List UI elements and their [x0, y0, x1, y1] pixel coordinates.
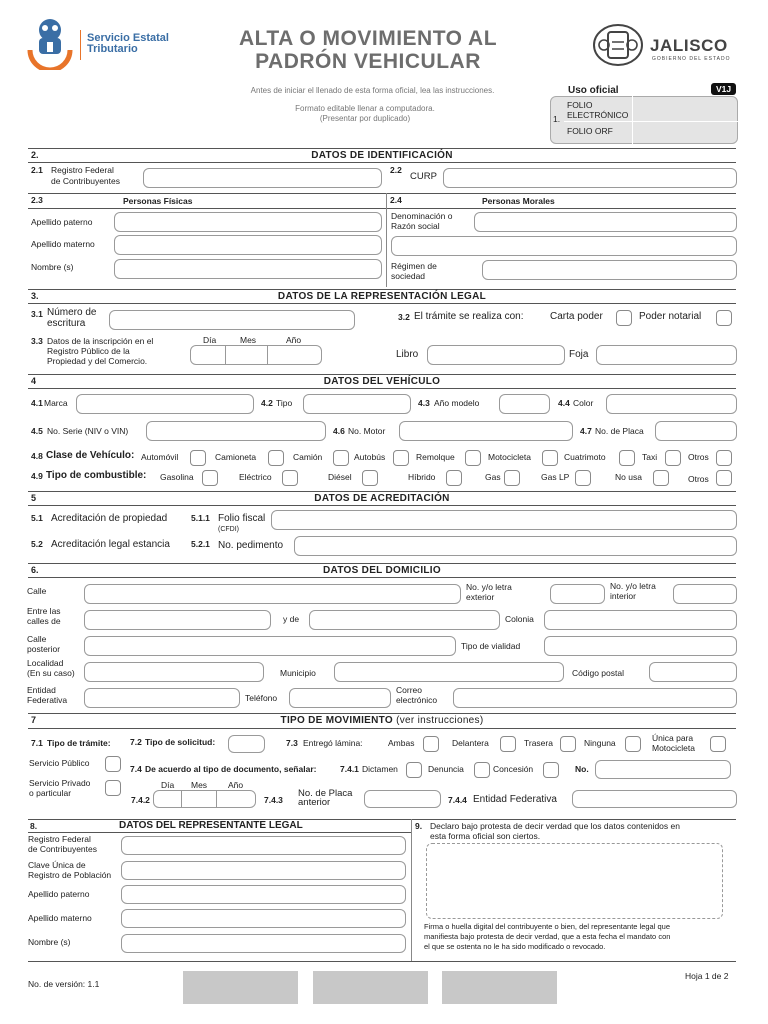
documento-no-input[interactable]	[595, 760, 731, 779]
uso-oficial-label: Uso oficial	[568, 85, 619, 96]
rep-nombre-label: Nombre (s)	[28, 937, 71, 947]
fisica-apellido-materno-input[interactable]	[114, 235, 382, 255]
fisica-apellido-paterno-input[interactable]	[114, 212, 382, 232]
entre-calles-label-1: Entre las	[27, 606, 61, 616]
anio-modelo-label: Año modelo	[434, 398, 480, 408]
folio-divider-v	[632, 96, 633, 144]
foja-input[interactable]	[596, 345, 737, 365]
tramite-realiza-label: El trámite se realiza con:	[414, 311, 524, 322]
comb-diesel-label: Diésel	[328, 472, 352, 482]
comb-hibrido-label: Híbrido	[408, 472, 436, 482]
format-note-1: Formato editable llenar a computadora.	[295, 104, 435, 113]
field-5-2-1-number: 5.2.1	[191, 539, 210, 549]
field-4-3-number: 4.3	[418, 398, 430, 408]
clase-cuatrimoto-label: Cuatrimoto	[564, 452, 606, 462]
inscripcion-mes-label: Mes	[240, 335, 257, 345]
lamina-trasera-label: Trasera	[524, 738, 553, 748]
page-indicator: Hoja 1 de 2	[685, 971, 729, 981]
entidad-federativa-label: Entidad Federativa	[473, 794, 557, 805]
documento-no-label: No.	[575, 764, 589, 774]
marca-input[interactable]	[76, 394, 254, 414]
field-4-4-number: 4.4	[558, 398, 570, 408]
folio-divider-h	[564, 121, 738, 122]
lamina-trasera-checkbox[interactable]	[560, 736, 576, 752]
lamina-ninguna-label: Ninguna	[584, 738, 616, 748]
folio-electronico-label: FOLIO ELECTRÓNICO	[567, 100, 629, 120]
fisica-nombre-label: Nombre (s)	[31, 262, 74, 272]
calle-input[interactable]	[84, 584, 461, 604]
comb-otros-label: Otros	[688, 474, 709, 484]
dictamen-label: Dictamen	[362, 764, 398, 774]
gobierno-estado: GOBIERNO DEL ESTADO	[652, 56, 731, 62]
section-6-number: 6.	[31, 565, 39, 575]
razon-social-input[interactable]	[474, 212, 737, 232]
section-8-number: 8.	[30, 821, 38, 831]
field-4-8-number: 4.8	[31, 451, 43, 461]
rep-curp-label-1: Clave Única de	[28, 860, 86, 870]
section-2-title: DATOS DE IDENTIFICACIÓN	[311, 150, 453, 161]
inscripcion-label-2: Registro Público de la	[47, 346, 130, 356]
rfc-label-1: Registro Federal	[51, 165, 114, 175]
calle-label: Calle	[27, 586, 47, 596]
personas-fisicas-heading: Personas Físicas	[123, 196, 193, 206]
servicio-privado-label-1: Servicio Privado	[29, 778, 91, 788]
unica-moto-checkbox[interactable]	[710, 736, 726, 752]
rep-rfc-label-2: de Contribuyentes	[28, 844, 97, 854]
correo-label-2: electrónico	[396, 695, 438, 705]
comb-gasolina-checkbox[interactable]	[202, 470, 218, 486]
comb-nousa-checkbox[interactable]	[653, 470, 669, 486]
section-6-rule	[28, 577, 736, 578]
sat-name-line2: Tributario	[87, 43, 138, 55]
section-8-bottom-rule	[28, 961, 736, 962]
format-note-2: (Presentar por duplicado)	[319, 114, 411, 123]
fecha-7-4-2-mes-label: Mes	[191, 780, 208, 790]
field-4-9-number: 4.9	[31, 471, 43, 481]
servicio-privado-label-2: o particular	[29, 788, 72, 798]
section-2-vdivider	[386, 193, 387, 287]
rule-2-3b	[28, 208, 736, 209]
rep-curp-input[interactable]	[121, 861, 406, 880]
rfc-input[interactable]	[143, 168, 382, 188]
comb-diesel-checkbox[interactable]	[362, 470, 378, 486]
fisica-nombre-input[interactable]	[114, 259, 382, 279]
field-5-2-number: 5.2	[31, 539, 43, 549]
section-7-header	[28, 713, 736, 727]
comb-electrico-label: Eléctrico	[239, 472, 272, 482]
section-2-number: 2.	[31, 150, 39, 160]
field-4-1-number: 4.1	[31, 398, 43, 408]
lamina-ambas-checkbox[interactable]	[423, 736, 439, 752]
tipo-vialidad-input[interactable]	[544, 636, 737, 656]
acred-legal-label: Acreditación legal estancia	[51, 539, 170, 550]
comb-gaslp-label: Gas LP	[541, 472, 570, 482]
correo-input[interactable]	[453, 688, 737, 708]
field-3-3-number: 3.3	[31, 336, 43, 346]
entidad-label-2: Federativa	[27, 695, 68, 705]
calle-posterior-label-1: Calle	[27, 634, 47, 644]
tipo-vialidad-label: Tipo de vialidad	[461, 641, 521, 651]
folio-fiscal-input[interactable]	[271, 510, 737, 530]
version-badge: V1J	[711, 83, 736, 95]
foja-label: Foja	[569, 349, 589, 360]
servicio-publico-checkbox[interactable]	[105, 756, 121, 772]
numero-escritura-label-1: Número de	[47, 307, 97, 318]
section-3-number: 3.	[31, 291, 39, 301]
poder-notarial-checkbox[interactable]	[716, 310, 732, 326]
entre-calles-input[interactable]	[84, 610, 271, 630]
section-4-header	[28, 374, 736, 388]
no-exterior-label-1: No. y/o letra	[466, 582, 512, 592]
section-5-rule	[28, 505, 736, 506]
jalisco-name: JALISCO	[650, 36, 728, 55]
firma-note-1: Firma o huella digital del contribuyente o bien, del representante legal que	[424, 922, 670, 931]
clase-motocicleta-checkbox[interactable]	[542, 450, 558, 466]
marca-label: Marca	[44, 398, 68, 408]
entidad-label-1: Entidad	[27, 685, 56, 695]
denominacion-label-1: Denominación o	[391, 211, 453, 221]
rep-ap-paterno-input[interactable]	[121, 885, 406, 904]
inscripcion-anio-label: Año	[286, 335, 302, 345]
personas-morales-heading: Personas Morales	[482, 196, 555, 206]
section-4-number: 4	[31, 376, 37, 386]
color-label: Color	[573, 398, 594, 408]
section-8-9-divider	[411, 819, 412, 961]
no-exterior-label-2: exterior	[466, 592, 495, 602]
clase-cuatrimoto-checkbox[interactable]	[619, 450, 635, 466]
clase-remolque-label: Remolque	[416, 452, 455, 462]
fecha-sep-2	[267, 345, 268, 365]
curp-label: CURP	[410, 171, 437, 182]
sat-name-line1: Servicio Estatal	[87, 32, 169, 44]
section-5-number: 5	[31, 493, 37, 503]
section-6-title: DATOS DEL DOMICILIO	[323, 565, 441, 576]
servicio-publico-label: Servicio Público	[29, 758, 90, 768]
calle-posterior-label-2: posterior	[27, 644, 61, 654]
unica-moto-label-1: Única para	[652, 733, 694, 743]
lamina-ninguna-checkbox[interactable]	[625, 736, 641, 752]
clase-camion-checkbox[interactable]	[333, 450, 349, 466]
concesion-checkbox[interactable]	[543, 762, 559, 778]
inscripcion-label-1: Datos de la inscripción en el	[47, 336, 154, 346]
form-title-line1: ALTA O MOVIMIENTO AL	[238, 27, 498, 50]
no-motor-label: No. Motor	[348, 426, 386, 436]
tipo-solicitud-label: Tipo de solicitud:	[145, 737, 216, 747]
section-3-header	[28, 289, 736, 303]
fecha742-sep-1	[181, 790, 182, 808]
section-3-title: DATOS DE LA REPRESENTACIÓN LEGAL	[277, 291, 487, 302]
field-3-1-number: 3.1	[31, 309, 43, 319]
entrego-lamina-label: Entregó lámina:	[303, 738, 363, 748]
folio-orf-label: FOLIO ORF	[567, 126, 613, 136]
section-2-rule	[28, 162, 736, 163]
section-4-title: DATOS DEL VEHÍCULO	[323, 376, 441, 387]
rep-ap-materno-label: Apellido materno	[28, 913, 92, 923]
section-3-rule	[28, 303, 736, 304]
section-2-header	[28, 148, 736, 162]
curp-input[interactable]	[443, 168, 737, 188]
clase-camion-label: Camión	[293, 452, 323, 462]
clase-automovil-checkbox[interactable]	[190, 450, 206, 466]
no-interior-label-2: interior	[610, 591, 636, 601]
entidad-input[interactable]	[84, 688, 240, 708]
version-number: No. de versión: 1.1	[28, 979, 100, 989]
rep-ap-paterno-label: Apellido paterno	[28, 889, 90, 899]
y-de-input[interactable]	[309, 610, 500, 630]
section-7-note: (ver instrucciones)	[396, 715, 484, 726]
pedimento-label: No. pedimento	[218, 540, 284, 551]
clase-automovil-label: Automóvil	[141, 452, 179, 462]
concesion-label: Concesión	[493, 764, 534, 774]
tipo-solicitud-input[interactable]	[228, 735, 265, 753]
field-5-1-number: 5.1	[31, 513, 43, 523]
denominacion-label-2: Razón social	[391, 221, 440, 231]
correo-label-1: Correo	[396, 685, 422, 695]
clase-autobus-label: Autobús	[354, 452, 386, 462]
clase-autobus-checkbox[interactable]	[393, 450, 409, 466]
localidad-input[interactable]	[84, 662, 264, 682]
firma-note-3: el que se ostenta no le ha sido modificado o revocado.	[424, 942, 606, 951]
combustible-label: Tipo de combustible:	[46, 470, 147, 481]
inscripcion-label-3: Propiedad y del Comercio.	[47, 356, 148, 366]
no-serie-label: No. Serie (NIV o VIN)	[47, 426, 129, 436]
carta-poder-label: Carta poder	[550, 311, 603, 322]
numero-escritura-input[interactable]	[109, 310, 355, 330]
firma-note-2: manifiesta bajo protesta de decir verdad, que a esta fecha el mandato con	[424, 932, 671, 941]
rep-ap-materno-input[interactable]	[121, 909, 406, 928]
no-placa-label: No. de Placa	[595, 426, 644, 436]
field-5-1-1-number: 5.1.1	[191, 513, 210, 523]
declaracion-line-1: Declaro bajo protesta de decir verdad que los datos contenidos en	[430, 821, 680, 831]
fisica-apellido-materno-label: Apellido materno	[31, 239, 95, 249]
no-serie-input[interactable]	[146, 421, 326, 441]
municipio-input[interactable]	[334, 662, 564, 682]
field-2-3-number: 2.3	[31, 195, 43, 205]
section-9-number: 9.	[415, 821, 423, 831]
field-7-1-number: 7.1	[31, 738, 43, 748]
pedimento-input[interactable]	[294, 536, 737, 556]
fecha-sep-1	[225, 345, 226, 365]
fecha742-sep-2	[216, 790, 217, 808]
section-7-number: 7	[31, 715, 37, 725]
codigo-postal-label: Código postal	[572, 668, 624, 678]
no-motor-input[interactable]	[399, 421, 573, 441]
telefono-label: Teléfono	[245, 693, 278, 703]
section-7-rule	[28, 728, 736, 729]
clase-taxi-checkbox[interactable]	[665, 450, 681, 466]
section-7-title: TIPO DE MOVIMIENTO	[280, 715, 393, 726]
field-7-4-3-number: 7.4.3	[264, 795, 283, 805]
regimen-label-1: Régimen de	[391, 261, 437, 271]
fecha-7-4-2-anio-label: Año	[228, 780, 244, 790]
field-7-4-1-number: 7.4.1	[340, 764, 359, 774]
libro-input[interactable]	[427, 345, 565, 365]
firma-box[interactable]	[426, 843, 723, 919]
tipo-input[interactable]	[303, 394, 411, 414]
entidad-federativa-input[interactable]	[572, 790, 737, 808]
comb-electrico-checkbox[interactable]	[282, 470, 298, 486]
color-input[interactable]	[606, 394, 737, 414]
jalisco-seal	[592, 22, 644, 68]
fisica-apellido-paterno-label: Apellido paterno	[31, 217, 93, 227]
field-3-2-number: 3.2	[398, 312, 410, 322]
regimen-label-2: sociedad	[391, 271, 426, 281]
field-7-4-number: 7.4	[130, 764, 142, 774]
acred-propiedad-label: Acreditación de propiedad	[51, 513, 168, 524]
clase-taxi-label: Taxi	[642, 452, 658, 462]
field-7-2-number: 7.2	[130, 737, 142, 747]
numero-escritura-label-2: escritura	[47, 318, 86, 329]
no-exterior-input[interactable]	[550, 584, 605, 604]
telefono-input[interactable]	[289, 688, 391, 708]
clase-vehiculo-label: Clase de Vehículo:	[46, 450, 135, 461]
cfdi-label: (CFDI)	[218, 526, 239, 533]
placa-anterior-label-2: anterior	[298, 797, 331, 808]
denuncia-label: Denuncia	[428, 764, 464, 774]
placa-anterior-label-1: No. de Placa	[298, 788, 353, 799]
clase-motocicleta-label: Motocicleta	[488, 452, 531, 462]
localidad-label-2: (En su caso)	[27, 668, 75, 678]
y-de-label: y de	[283, 614, 300, 624]
section-8-title: DATOS DEL REPRESENTANTE LEGAL	[119, 820, 303, 831]
field-2-1-number: 2.1	[31, 165, 43, 175]
anio-modelo-input[interactable]	[499, 394, 550, 414]
rep-rfc-input[interactable]	[121, 836, 406, 855]
dictamen-checkbox[interactable]	[406, 762, 422, 778]
comb-nousa-label: No usa	[615, 472, 642, 482]
section-6-header	[28, 563, 736, 577]
tipo-label: Tipo	[276, 398, 293, 408]
lamina-ambas-label: Ambas	[388, 738, 415, 748]
form-title-line2: PADRÓN VEHICULAR	[255, 50, 481, 73]
unica-moto-label-2: Motocicleta	[652, 743, 695, 753]
acuerdo-documento-label: De acuerdo al tipo de documento, señalar:	[145, 764, 317, 774]
section-5-title: DATOS DE ACREDITACIÓN	[314, 493, 450, 504]
comb-hibrido-checkbox[interactable]	[446, 470, 462, 486]
tipo-tramite-label: Tipo de trámite:	[47, 738, 111, 748]
denuncia-checkbox[interactable]	[474, 762, 490, 778]
sat-logo	[24, 14, 76, 70]
comb-gas-label: Gas	[485, 472, 501, 482]
folio-number: 1.	[553, 114, 561, 124]
codigo-postal-input[interactable]	[649, 662, 737, 682]
footer-stamp-3	[442, 971, 557, 1004]
municipio-label: Municipio	[280, 668, 316, 678]
inscripcion-fecha-input[interactable]	[190, 345, 322, 365]
folio-fiscal-label: Folio fiscal	[218, 513, 266, 524]
fecha-7-4-2-dia-label: Día	[161, 780, 175, 790]
carta-poder-checkbox[interactable]	[616, 310, 632, 326]
fecha-7-4-2-input[interactable]	[153, 790, 256, 808]
comb-gas-checkbox[interactable]	[504, 470, 520, 486]
sat-divider	[80, 30, 81, 60]
localidad-label-1: Localidad	[27, 658, 64, 668]
rep-rfc-label-1: Registro Federal	[28, 834, 91, 844]
comb-otros-checkbox[interactable]	[716, 470, 732, 486]
clase-remolque-checkbox[interactable]	[465, 450, 481, 466]
field-7-3-number: 7.3	[286, 738, 298, 748]
instructions-note: Antes de iniciar el llenado de esta forma oficial, lea las instrucciones.	[250, 86, 495, 95]
field-4-5-number: 4.5	[31, 426, 43, 436]
razon-social-input-2[interactable]	[391, 236, 737, 256]
no-interior-input[interactable]	[673, 584, 737, 604]
no-interior-label-1: No. y/o letra	[610, 581, 656, 591]
footer-stamp-1	[183, 971, 298, 1004]
entre-calles-label-2: calles de	[27, 616, 61, 626]
clase-otros-label: Otros	[688, 452, 709, 462]
calle-posterior-input[interactable]	[84, 636, 456, 656]
field-4-6-number: 4.6	[333, 426, 345, 436]
declaracion-line-2: esta forma oficial son ciertos.	[430, 831, 541, 841]
libro-label: Libro	[396, 349, 419, 360]
lamina-delantera-label: Delantera	[452, 738, 489, 748]
no-placa-input[interactable]	[655, 421, 737, 441]
placa-anterior-input[interactable]	[364, 790, 441, 808]
field-4-7-number: 4.7	[580, 426, 592, 436]
rfc-label-2: de Contribuyentes	[51, 176, 120, 186]
comb-gaslp-checkbox[interactable]	[575, 470, 591, 486]
lamina-delantera-checkbox[interactable]	[500, 736, 516, 752]
field-2-2-number: 2.2	[390, 165, 402, 175]
clase-otros-checkbox[interactable]	[716, 450, 732, 466]
colonia-input[interactable]	[544, 610, 737, 630]
colonia-label: Colonia	[505, 614, 534, 624]
inscripcion-dia-label: Día	[203, 335, 217, 345]
section-8-rule	[28, 832, 411, 833]
field-4-2-number: 4.2	[261, 398, 273, 408]
comb-gasolina-label: Gasolina	[160, 472, 194, 482]
poder-notarial-label: Poder notarial	[639, 311, 702, 322]
regimen-sociedad-input[interactable]	[482, 260, 737, 280]
clase-camioneta-checkbox[interactable]	[268, 450, 284, 466]
section-4-rule	[28, 388, 736, 389]
rule-2-3	[28, 193, 736, 194]
field-7-4-4-number: 7.4.4	[448, 795, 467, 805]
rep-nombre-input[interactable]	[121, 934, 406, 953]
servicio-privado-checkbox[interactable]	[105, 780, 121, 796]
field-2-4-number: 2.4	[390, 195, 402, 205]
section-5-header	[28, 491, 736, 505]
footer-stamp-2	[313, 971, 428, 1004]
rep-curp-label-2: Registro de Población	[28, 870, 112, 880]
section-7-title-wrap	[28, 715, 736, 726]
clase-camioneta-label: Camioneta	[215, 452, 257, 462]
field-7-4-2-number: 7.4.2	[131, 795, 150, 805]
